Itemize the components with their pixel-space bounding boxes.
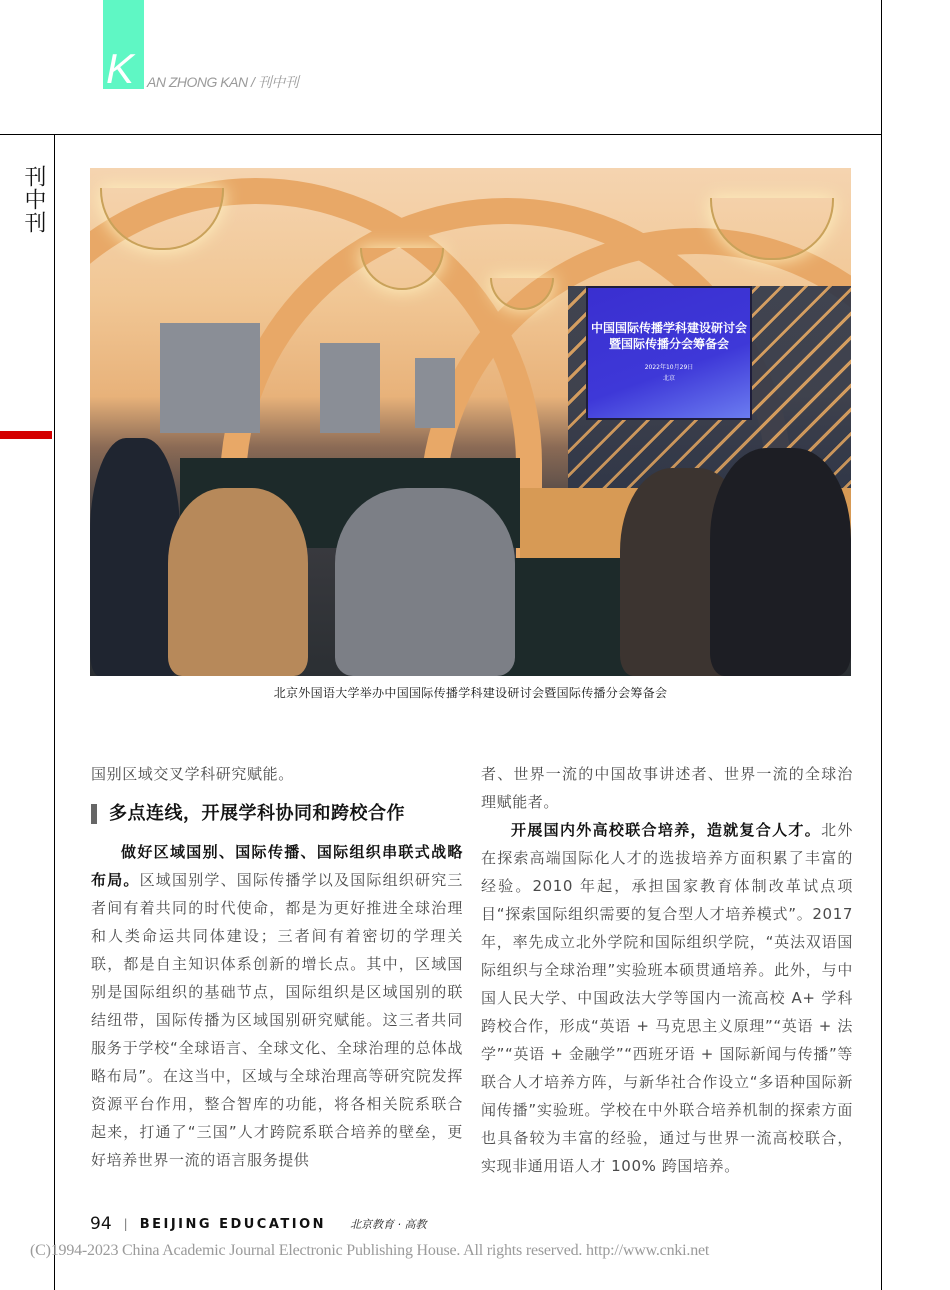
attendee: [168, 488, 308, 676]
paragraph: [481, 816, 853, 1180]
screen-date: 2022年10月29日: [644, 364, 694, 371]
paragraph: 国别区域交叉学科研究赋能。: [91, 765, 294, 783]
heading-marker: [91, 804, 97, 824]
paragraph: [91, 838, 463, 1174]
paragraph-lead: 开展国内外高校联合培养，造就复合人才。: [511, 821, 822, 839]
right-margin-rule: [881, 0, 882, 1290]
conference-photo: [90, 168, 851, 676]
journal-name-cn: 北京教育 · 高教: [350, 1218, 427, 1231]
article-column-right: [481, 760, 853, 1180]
paragraph: 者、世界一流的中国故事讲述者、世界一流的全球治理赋能者。: [481, 765, 853, 811]
window-blind: [415, 358, 455, 428]
page-footer: [90, 1214, 427, 1234]
logo-letter: K: [106, 45, 135, 92]
window-blind: [160, 323, 260, 433]
window-blind: [320, 343, 380, 433]
attendee: [710, 448, 851, 676]
screen-title-line2: 暨国际传播分会筹备会: [608, 337, 729, 351]
page-number: 94: [90, 1214, 112, 1234]
copyright-notice: (C)1994-2023 China Academic Journal Electronic Publishing House. All rights reserved. http://www.cnki.net: [30, 1242, 710, 1259]
side-section-label: 刊中刊: [21, 165, 46, 234]
section-heading-text: 多点连线，开展学科协同和跨校合作: [109, 803, 405, 824]
paragraph-body: 北外在探索高端国际化人才的选拔培养方面积累了丰富的经验。2010 年起，承担国家教育体制改革试点项目“探索国际组织需要的复合型人才培养模式”。2017 年，率先成立北外学院和国际组织学院，“英法双语国际组织与全球治理”实验班本硕贯通培养。此外，与中国人民大学、中国政法大学等国内一流高校 A+ 学科跨校合作，形成“英语 + 马克思主义原理”“英语 + 法学”“英语 + 金融学”“西班牙语 + 国际新闻与传播”等联合人才培养方阵，与新华社合作设立“多语种国际新闻传播”实验班。学校在中外联合培养机制的探索方面也具备较为丰富的经验，通过与世界一流高校联合，实现非通用语人才 100% 跨国培养。: [481, 821, 853, 1175]
attendee: [90, 438, 180, 676]
article-column-left: [91, 760, 463, 1174]
screen-title-line1: 中国国际传播学科建设研讨会: [590, 321, 747, 335]
journal-name-en: BEIJING EDUCATION: [139, 1216, 327, 1232]
paragraph-body: 区域国别学、国际传播学以及国际组织研究三者间有着共同的时代使命，都是为更好推进全球治理和人类命运共同体建设；三者间有着密切的学理关联，都是自主知识体系创新的增长点。其中，区域国别是国际组织的基础节点，国际组织是区域国别的联结纽带，国际传播为区域国别研究赋能。这三者共同服务于学校“全球语言、全球文化、全球治理的总体战略布局”。在这当中，区域与全球治理高等研究院发挥资源平台作用，整合智库的功能，将各相关院系联合起来，打通了“三国”人才跨院系联合培养的壁垒，更好培养世界一流的语言服务提供: [91, 871, 463, 1169]
attendee: [335, 488, 515, 676]
screen-place: 北京: [662, 375, 675, 382]
running-title: AN ZHONG KAN / 刊中刊: [147, 74, 299, 90]
section-marker-bar: [0, 431, 52, 439]
header-divider: [0, 134, 882, 135]
left-margin-rule: [54, 134, 55, 1290]
footer-separator: |: [123, 1217, 128, 1231]
paragraph-lead: 做好区域国别、国际传播、国际组织串联式战略布局。: [91, 843, 463, 889]
section-heading: [91, 800, 463, 828]
projection-screen: [586, 286, 752, 420]
figure-caption: 北京外国语大学举办中国国际传播学科建设研讨会暨国际传播分会筹备会: [273, 686, 668, 700]
